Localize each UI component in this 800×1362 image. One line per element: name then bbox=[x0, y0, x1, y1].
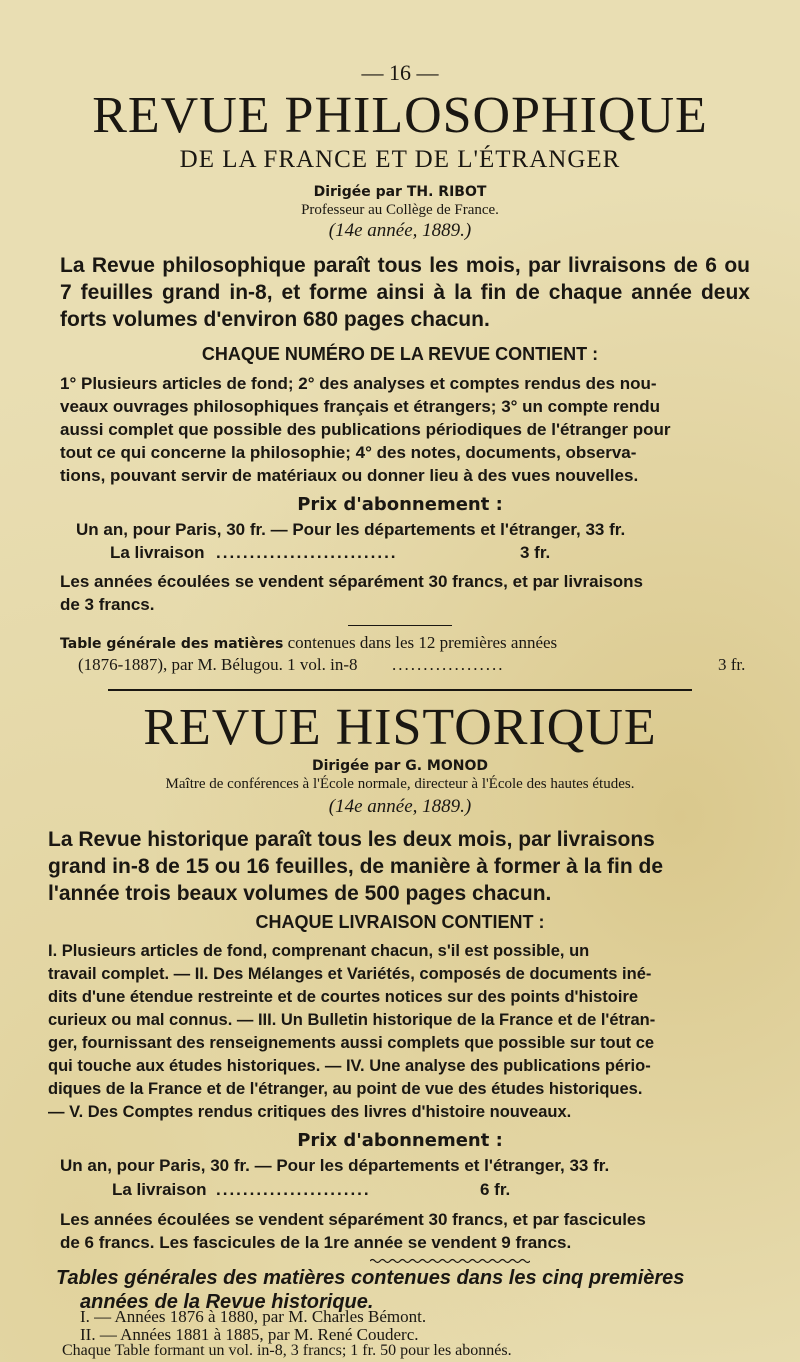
revue-historique-title: REVUE HISTORIQUE bbox=[143, 699, 657, 756]
contents-line: — V. Des Comptes rendus critiques des livres d'histoire nouveaux. bbox=[48, 1103, 572, 1121]
philosophique-director: Dirigée par TH. RIBOT bbox=[313, 184, 487, 200]
philosophique-director-role: Professeur au Collège de France. bbox=[301, 202, 499, 218]
tables-heading-line: années de la Revue historique. bbox=[80, 1291, 374, 1313]
historique-tables-items bbox=[80, 1308, 426, 1344]
leader-dots: ....................... bbox=[216, 1180, 371, 1199]
philosophique-livraison-label: La livraison bbox=[110, 543, 205, 562]
philosophique-contents bbox=[60, 372, 760, 487]
tables-item: I. — Années 1876 à 1880, par M. Charles Bémont. bbox=[80, 1307, 427, 1326]
historique-subscription-line: Un an, pour Paris, 30 fr. — Pour les départements et l'étranger, 33 fr. bbox=[60, 1156, 610, 1175]
contents-line: 1° Plusieurs articles de fond; 2° des analyses et comptes rendus des nou- bbox=[60, 374, 657, 393]
contents-line: tions, pouvant servir de matériaux ou donner lieu à des vues nouvelles. bbox=[60, 466, 639, 485]
philosophique-year: (14e année, 1889.) bbox=[328, 220, 472, 241]
historique-livraison-label: La livraison bbox=[112, 1180, 207, 1199]
revue-philosophique-subtitle: DE LA FRANCE ET DE L'ÉTRANGER bbox=[179, 146, 621, 173]
intro-line: grand in-8 de 15 ou 16 feuilles, de manière à former à la fin de bbox=[48, 855, 664, 878]
section-divider bbox=[108, 689, 692, 691]
wavy-ornament bbox=[370, 1258, 530, 1264]
revue-philosophique-title: REVUE PHILOSOPHIQUE bbox=[92, 87, 708, 144]
philosophique-past-years bbox=[60, 570, 760, 616]
historique-contents bbox=[48, 940, 768, 1124]
tables-heading-line: Tables générales des matières contenues dans les cinq premières bbox=[56, 1267, 685, 1289]
historique-contents-heading: CHAQUE LIVRAISON CONTIENT : bbox=[255, 912, 545, 932]
contents-line: qui touche aux études historiques. — IV. Une analyse des publications pério- bbox=[48, 1057, 651, 1075]
historique-intro bbox=[48, 826, 768, 907]
table-line2: (1876-1887), par M. Bélugou. 1 vol. in-8 bbox=[78, 655, 358, 674]
tables-item: II. — Années 1881 à 1885, par M. René Couderc. bbox=[80, 1325, 419, 1344]
historique-director-role: Maître de conférences à l'École normale, directeur à l'École des hautes études. bbox=[165, 776, 635, 792]
philosophique-subscription-line: Un an, pour Paris, 30 fr. — Pour les départements et l'étranger, 33 fr. bbox=[76, 520, 626, 539]
philosophique-livraison-price: 3 fr. bbox=[520, 543, 551, 562]
historique-subscription-heading: Prix d'abonnement : bbox=[297, 1130, 503, 1151]
intro-line: l'année trois beaux volumes de 500 pages chacun. bbox=[48, 882, 552, 905]
divider-short bbox=[348, 625, 452, 626]
past-years-line: Les années écoulées se vendent séparément 30 francs, et par livraisons bbox=[60, 572, 643, 591]
page-number: — 16 — bbox=[361, 60, 439, 85]
historique-year: (14e année, 1889.) bbox=[328, 796, 472, 817]
philosophique-subscription-heading: Prix d'abonnement : bbox=[297, 494, 503, 515]
leader-dots: ........................... bbox=[216, 543, 398, 562]
contents-line: tout ce qui concerne la philosophie; 4° des notes, documents, observa- bbox=[60, 443, 637, 462]
philosophique-contents-heading: CHAQUE NUMÉRO DE LA REVUE CONTIENT : bbox=[201, 344, 599, 364]
contents-line: curieux ou mal connus. — III. Un Bulletin historique de la France et de l'étran- bbox=[48, 1011, 656, 1029]
contents-line: diques de la France et de l'étranger, au point de vue des études historiques. bbox=[48, 1080, 643, 1098]
contents-line: dits d'une étendue restreinte et de courtes notices sur des points d'histoire bbox=[48, 988, 639, 1006]
past-years-line: de 3 francs. bbox=[60, 595, 155, 614]
historique-director: Dirigée par G. MONOD bbox=[311, 758, 488, 774]
philosophique-table-notice bbox=[60, 633, 760, 653]
contents-line: veaux ouvrages philosophiques français et étrangers; 3° un compte rendu bbox=[60, 397, 661, 416]
table-line1: contenues dans les 12 premières années bbox=[287, 633, 558, 652]
past-years-line: de 6 francs. Les fascicules de la 1re année se vendent 9 francs. bbox=[60, 1233, 572, 1252]
contents-line: I. Plusieurs articles de fond, comprenant chacun, s'il est possible, un bbox=[48, 942, 590, 960]
philosophique-intro: La Revue philosophique paraît tous les mois, par livraisons de 6 ou 7 feuilles grand in-8, et forme ainsi à la fin de chaque année deux forts volumes d'environ 680 pages chacun. bbox=[60, 254, 750, 331]
historique-tables-price: Chaque Table formant un vol. in-8, 3 francs; 1 fr. 50 pour les abonnés. bbox=[62, 1342, 512, 1359]
table-price: 3 fr. bbox=[718, 655, 746, 674]
contents-line: travail complet. — II. Des Mélanges et Variétés, composés de documents iné- bbox=[48, 965, 652, 983]
intro-line: La Revue historique paraît tous les deux mois, par livraisons bbox=[48, 828, 655, 851]
historique-past-years bbox=[60, 1208, 770, 1254]
historique-livraison-price: 6 fr. bbox=[480, 1180, 511, 1199]
contents-line: aussi complet que possible des publications périodiques de l'étranger pour bbox=[60, 420, 671, 439]
leader-dots: .................. bbox=[392, 655, 505, 674]
past-years-line: Les années écoulées se vendent séparément 30 francs, et par fascicules bbox=[60, 1210, 646, 1229]
table-label: Table générale des matières bbox=[60, 636, 284, 652]
contents-line: ger, fournissant des renseignements aussi complets que possible sur tout ce bbox=[48, 1034, 655, 1052]
